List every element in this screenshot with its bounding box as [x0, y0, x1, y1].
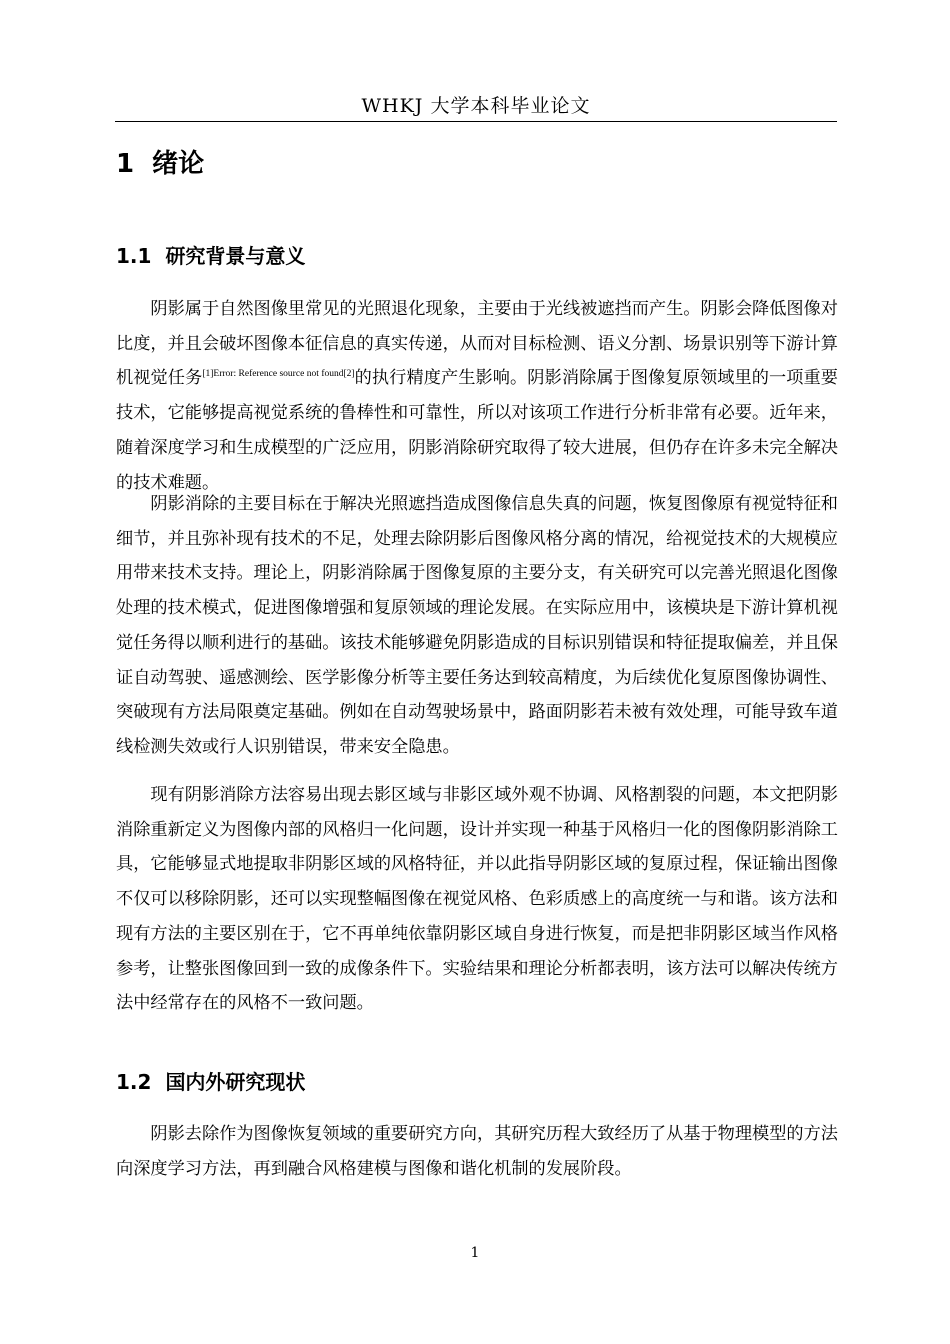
section-number: 1.1	[116, 244, 152, 268]
section-title: 研究背景与意义	[165, 244, 306, 268]
section-heading-1-1	[116, 240, 305, 269]
paragraph-text: 阴影属于自然图像里常见的光照退化现象，主要由于光线被遮挡而产生。阴影会降低图像对比度，并且会破坏图像本征信息的真实传递，从而对目标检测、语义分割、场景识别等下游计算机视觉任务	[116, 299, 838, 389]
section-number: 1.2	[116, 1070, 152, 1094]
body-paragraph: 现有阴影消除方法容易出现去影区域与非影区域外观不协调、风格割裂的问题，本文把阴影消除重新定义为图像内部的风格归一化问题，设计并实现一种基于风格归一化的图像阴影消除工具，它能够显式地提取非阴影区域的风格特征，并以此指导阴影区域的复原过程，保证输出图像不仅可以移除阴影，还可以实现整幅图像在视觉风格、色彩质感上的高度统一与和谐。该方法和现有方法的主要区别在于，它不再单纯依靠阴影区域自身进行恢复，而是把非阴影区域当作风格参考，让整张图像回到一致的成像条件下。实验结果和理论分析都表明，该方法可以解决传统方法中经常存在的风格不一致问题。	[116, 785, 838, 1014]
page-number: 1	[470, 1245, 480, 1261]
header-divider	[115, 121, 837, 122]
body-paragraph: 阴影去除作为图像恢复领域的重要研究方向，其研究历程大致经历了从基于物理模型的方法向深度学习方法，再到融合风格建模与图像和谐化机制的发展阶段。	[116, 1124, 838, 1179]
running-header: WHKJ 大学本科毕业论文	[361, 95, 591, 117]
chapter-number: 1	[116, 149, 135, 179]
body-paragraph: 阴影消除的主要目标在于解决光照遮挡造成图像信息失真的问题，恢复图像原有视觉特征和细节，并且弥补现有技术的不足，处理去除阴影后图像风格分离的情况，给视觉技术的大规模应用带来技术支持。理论上，阴影消除属于图像复原的主要分支，有关研究可以完善光照退化图像处理的技术模式，促进图像增强和复原领域的理论发展。在实际应用中，该模块是下游计算机视觉任务得以顺利进行的基础。该技术能够避免阴影造成的目标识别错误和特征提取偏差，并且保证自动驾驶、遥感测绘、医学影像分析等主要任务达到较高精度，为后续优化复原图像协调性、突破现有方法局限奠定基础。例如在自动驾驶场景中，路面阴影若未被有效处理，可能导致车道线检测失效或行人识别错误，带来安全隐患。	[116, 494, 838, 757]
section-heading-1-2	[116, 1066, 305, 1095]
chapter-heading	[116, 143, 204, 180]
paragraph-text: 的执行精度产生影响。阴影消除属于图像复原领域里的一项重要技术，它能够提高视觉系统的鲁棒性和可靠性，所以对该项工作进行分析非常有必要。近年来，随着深度学习和生成模型的广泛应用，阴影消除研究取得了较大进展，但仍存在许多未完全解决的技术难题。	[116, 368, 838, 493]
chapter-title: 绪论	[152, 149, 205, 179]
section-title: 国内外研究现状	[165, 1070, 306, 1094]
body-paragraph	[116, 292, 838, 500]
citation-reference[interactable]: [1]Error: Reference source not found[2]	[202, 369, 355, 380]
